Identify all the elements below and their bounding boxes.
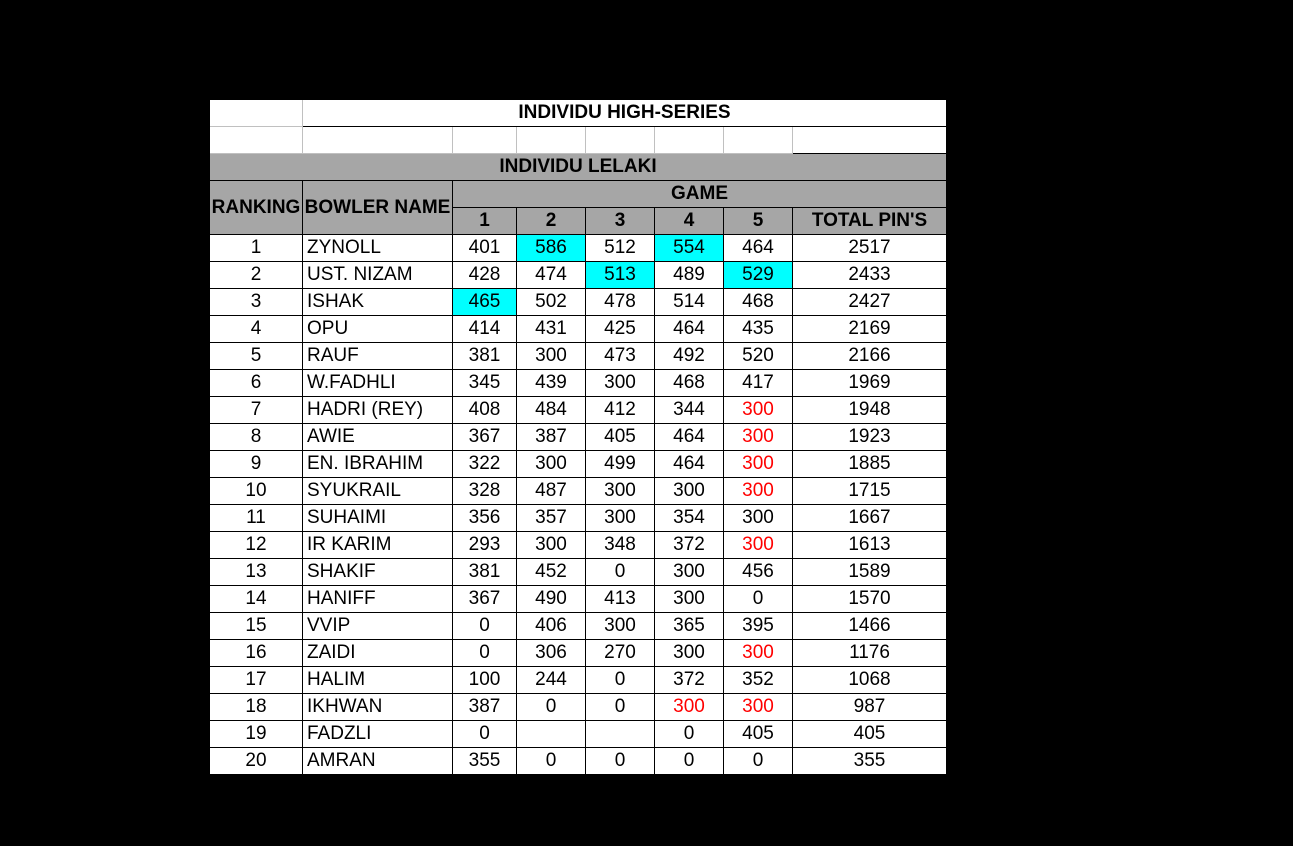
bowler-name-cell[interactable]: UST. NIZAM [303,262,453,289]
game-2-score-cell[interactable]: 300 [517,343,586,370]
blank-cell[interactable] [210,100,303,127]
total-pins-cell[interactable]: 1176 [793,640,946,667]
game-2-score-cell[interactable]: 452 [517,559,586,586]
rank-cell[interactable]: 14 [210,586,303,613]
game-4-score-cell[interactable]: 554 [655,235,724,262]
game-4-score-cell[interactable]: 300 [655,640,724,667]
game-5-score-cell[interactable]: 435 [724,316,793,343]
bowler-name-cell[interactable]: W.FADHLI [303,370,453,397]
ranking-header: RANKING [210,181,303,235]
total-pins-cell[interactable]: 1570 [793,586,946,613]
table-row [210,694,946,721]
total-pins-cell[interactable]: 1969 [793,370,946,397]
bowler-name-cell[interactable]: EN. IBRAHIM [303,451,453,478]
bowler-name-cell[interactable]: SUHAIMI [303,505,453,532]
game-1-score-cell[interactable]: 328 [453,478,517,505]
game-1-score-cell[interactable]: 0 [453,640,517,667]
game-3-score-cell[interactable]: 513 [586,262,655,289]
blank-cell[interactable] [793,127,946,154]
total-pins-cell[interactable]: 2517 [793,235,946,262]
total-pins-cell[interactable]: 405 [793,721,946,748]
game-2-score-cell[interactable]: 357 [517,505,586,532]
bowler-name-cell[interactable]: VVIP [303,613,453,640]
bowler-name-cell[interactable]: OPU [303,316,453,343]
game-5-score-cell[interactable]: 529 [724,262,793,289]
game-2-score-cell[interactable]: 300 [517,451,586,478]
game-5-score-cell[interactable]: 300 [724,640,793,667]
game-header: GAME [453,181,946,208]
bowler-name-cell[interactable]: IR KARIM [303,532,453,559]
table-row [210,667,946,694]
game-5-score-cell[interactable]: 0 [724,748,793,775]
table-row [210,721,946,748]
table-row [210,235,946,262]
game-1-score-cell[interactable]: 0 [453,721,517,748]
game-5-score-cell[interactable]: 352 [724,667,793,694]
game-3-score-cell[interactable]: 413 [586,586,655,613]
game-3-score-cell[interactable]: 0 [586,559,655,586]
game-5-score-cell[interactable]: 468 [724,289,793,316]
blank-cell[interactable] [655,127,724,154]
total-header: TOTAL PIN'S [793,208,946,235]
game-5-score-cell[interactable]: 417 [724,370,793,397]
game-5-score-cell[interactable]: 464 [724,235,793,262]
table-row [210,424,946,451]
score-sheet [210,100,946,775]
total-pins-cell[interactable]: 1885 [793,451,946,478]
table-row [210,586,946,613]
total-pins-cell[interactable]: 987 [793,694,946,721]
rank-cell[interactable]: 6 [210,370,303,397]
game-4-score-cell[interactable]: 0 [655,748,724,775]
game-2-score-cell[interactable]: 502 [517,289,586,316]
title-row [210,100,946,127]
game-3-score-cell[interactable]: 425 [586,316,655,343]
game-5-score-cell[interactable]: 300 [724,478,793,505]
rank-cell[interactable]: 7 [210,397,303,424]
blank-cell[interactable] [586,127,655,154]
blank-cell[interactable] [453,127,517,154]
rank-cell[interactable]: 2 [210,262,303,289]
game-2-score-cell[interactable]: 406 [517,613,586,640]
game-4-score-cell[interactable]: 300 [655,559,724,586]
bowler-name-cell[interactable]: HADRI (REY) [303,397,453,424]
game-4-score-cell[interactable]: 300 [655,586,724,613]
section-header-row [210,153,946,181]
game-4-score-cell[interactable]: 468 [655,370,724,397]
game-4-score-cell[interactable]: 344 [655,397,724,424]
total-pins-cell[interactable]: 1466 [793,613,946,640]
score-rows [210,235,946,775]
game-2-score-cell[interactable]: 484 [517,397,586,424]
bowler-name-cell[interactable]: HANIFF [303,586,453,613]
game-1-score-cell[interactable]: 355 [453,748,517,775]
game-3-score-cell[interactable]: 499 [586,451,655,478]
rank-cell[interactable]: 15 [210,613,303,640]
game-4-score-cell[interactable]: 372 [655,667,724,694]
game-2-score-cell[interactable]: 487 [517,478,586,505]
game-4-score-cell[interactable]: 492 [655,343,724,370]
total-pins-cell[interactable]: 2433 [793,262,946,289]
game-3-score-cell[interactable] [586,721,655,748]
rank-cell[interactable]: 13 [210,559,303,586]
total-pins-cell[interactable]: 1589 [793,559,946,586]
rank-cell[interactable]: 11 [210,505,303,532]
game-1-score-cell[interactable]: 293 [453,532,517,559]
game-3-score-cell[interactable]: 270 [586,640,655,667]
game-5-score-cell[interactable]: 300 [724,694,793,721]
rank-cell[interactable]: 4 [210,316,303,343]
total-pins-cell[interactable]: 1667 [793,505,946,532]
game-3-score-cell[interactable]: 300 [586,370,655,397]
total-pins-cell[interactable]: 2169 [793,316,946,343]
game-1-score-cell[interactable]: 0 [453,613,517,640]
game-5-score-cell[interactable]: 300 [724,397,793,424]
game-3-score-cell[interactable]: 0 [586,694,655,721]
total-pins-cell[interactable]: 1068 [793,667,946,694]
game-5-header: 5 [724,208,793,235]
column-header [210,181,946,235]
blank-cell[interactable] [517,127,586,154]
rank-cell[interactable]: 20 [210,748,303,775]
rank-cell[interactable]: 5 [210,343,303,370]
game-3-score-cell[interactable]: 348 [586,532,655,559]
game-2-score-cell[interactable]: 439 [517,370,586,397]
game-5-score-cell[interactable]: 300 [724,424,793,451]
game-1-header: 1 [453,208,517,235]
game-2-header: 2 [517,208,586,235]
bowler-name-cell[interactable]: AMRAN [303,748,453,775]
game-3-score-cell[interactable]: 512 [586,235,655,262]
game-1-score-cell[interactable]: 387 [453,694,517,721]
game-2-score-cell[interactable]: 306 [517,640,586,667]
rank-cell[interactable]: 8 [210,424,303,451]
rank-cell[interactable]: 16 [210,640,303,667]
game-1-score-cell[interactable]: 381 [453,559,517,586]
game-2-score-cell[interactable]: 586 [517,235,586,262]
rank-cell[interactable]: 18 [210,694,303,721]
game-1-score-cell[interactable]: 100 [453,667,517,694]
game-3-score-cell[interactable]: 0 [586,748,655,775]
total-pins-cell[interactable]: 2427 [793,289,946,316]
game-2-score-cell[interactable]: 0 [517,748,586,775]
game-1-score-cell[interactable]: 322 [453,451,517,478]
table-row [210,451,946,478]
game-5-score-cell[interactable]: 300 [724,505,793,532]
game-3-score-cell[interactable]: 405 [586,424,655,451]
game-2-score-cell[interactable]: 387 [517,424,586,451]
game-5-score-cell[interactable]: 520 [724,343,793,370]
table-row [210,343,946,370]
table-row [210,289,946,316]
game-1-score-cell[interactable]: 428 [453,262,517,289]
bowler-name-cell[interactable]: AWIE [303,424,453,451]
blank-cell[interactable] [724,127,793,154]
rank-cell[interactable]: 1 [210,235,303,262]
game-4-score-cell[interactable]: 300 [655,694,724,721]
rank-cell[interactable]: 9 [210,451,303,478]
total-pins-cell[interactable]: 1715 [793,478,946,505]
total-pins-cell[interactable]: 1923 [793,424,946,451]
game-4-score-cell[interactable]: 0 [655,721,724,748]
rank-cell[interactable]: 3 [210,289,303,316]
blank-row [210,127,946,154]
rank-cell[interactable]: 19 [210,721,303,748]
game-4-score-cell[interactable]: 464 [655,424,724,451]
table-row [210,478,946,505]
game-4-score-cell[interactable]: 464 [655,316,724,343]
game-1-score-cell[interactable]: 414 [453,316,517,343]
game-5-score-cell[interactable]: 456 [724,559,793,586]
game-1-score-cell[interactable]: 356 [453,505,517,532]
game-2-score-cell[interactable]: 490 [517,586,586,613]
bowler-name-cell[interactable]: ZYNOLL [303,235,453,262]
game-4-score-cell[interactable]: 300 [655,478,724,505]
table-row [210,505,946,532]
game-5-score-cell[interactable]: 0 [724,586,793,613]
table-row [210,316,946,343]
total-pins-cell[interactable]: 2166 [793,343,946,370]
bowler-name-cell[interactable]: SYUKRAIL [303,478,453,505]
table-row [210,748,946,775]
game-2-score-cell[interactable]: 431 [517,316,586,343]
game-2-score-cell[interactable]: 244 [517,667,586,694]
game-4-score-cell[interactable]: 514 [655,289,724,316]
bowler-name-cell[interactable]: RAUF [303,343,453,370]
game-5-score-cell[interactable]: 395 [724,613,793,640]
game-3-score-cell[interactable]: 478 [586,289,655,316]
game-1-score-cell[interactable]: 381 [453,343,517,370]
table-row [210,370,946,397]
bowler-name-cell[interactable]: HALIM [303,667,453,694]
bowler-name-header: BOWLER NAME [303,181,453,235]
game-2-score-cell[interactable]: 0 [517,694,586,721]
bowler-name-cell[interactable]: IKHWAN [303,694,453,721]
game-1-score-cell[interactable]: 345 [453,370,517,397]
game-5-score-cell[interactable]: 300 [724,451,793,478]
blank-cell[interactable] [303,127,453,154]
game-4-score-cell[interactable]: 489 [655,262,724,289]
rank-cell[interactable]: 10 [210,478,303,505]
game-1-score-cell[interactable]: 408 [453,397,517,424]
bowler-name-cell[interactable]: SHAKIF [303,559,453,586]
game-2-score-cell[interactable]: 474 [517,262,586,289]
section-title: INDIVIDU LELAKI [210,154,946,181]
bowler-name-cell[interactable]: ZAIDI [303,640,453,667]
game-4-header: 4 [655,208,724,235]
total-pins-cell[interactable]: 1948 [793,397,946,424]
sheet-title: INDIVIDU HIGH-SERIES [303,100,946,127]
rank-cell[interactable]: 12 [210,532,303,559]
game-4-score-cell[interactable]: 464 [655,451,724,478]
game-4-score-cell[interactable]: 372 [655,532,724,559]
game-3-score-cell[interactable]: 300 [586,505,655,532]
game-3-score-cell[interactable]: 473 [586,343,655,370]
game-3-score-cell[interactable]: 412 [586,397,655,424]
game-1-score-cell[interactable]: 367 [453,586,517,613]
game-2-score-cell[interactable]: 300 [517,532,586,559]
rank-cell[interactable]: 17 [210,667,303,694]
table-row [210,397,946,424]
game-4-score-cell[interactable]: 354 [655,505,724,532]
game-3-score-cell[interactable]: 0 [586,667,655,694]
game-1-score-cell[interactable]: 401 [453,235,517,262]
table-row [210,262,946,289]
game-3-score-cell[interactable]: 300 [586,478,655,505]
game-3-score-cell[interactable]: 300 [586,613,655,640]
table-row [210,640,946,667]
table-row [210,532,946,559]
table-row [210,559,946,586]
game-2-score-cell[interactable] [517,721,586,748]
game-5-score-cell[interactable]: 300 [724,532,793,559]
total-pins-cell[interactable]: 1613 [793,532,946,559]
game-1-score-cell[interactable]: 465 [453,289,517,316]
game-1-score-cell[interactable]: 367 [453,424,517,451]
game-3-header: 3 [586,208,655,235]
bowler-name-cell[interactable]: ISHAK [303,289,453,316]
blank-cell[interactable] [210,127,303,154]
game-4-score-cell[interactable]: 365 [655,613,724,640]
table-row [210,613,946,640]
bowler-name-cell[interactable]: FADZLI [303,721,453,748]
game-5-score-cell[interactable]: 405 [724,721,793,748]
total-pins-cell[interactable]: 355 [793,748,946,775]
